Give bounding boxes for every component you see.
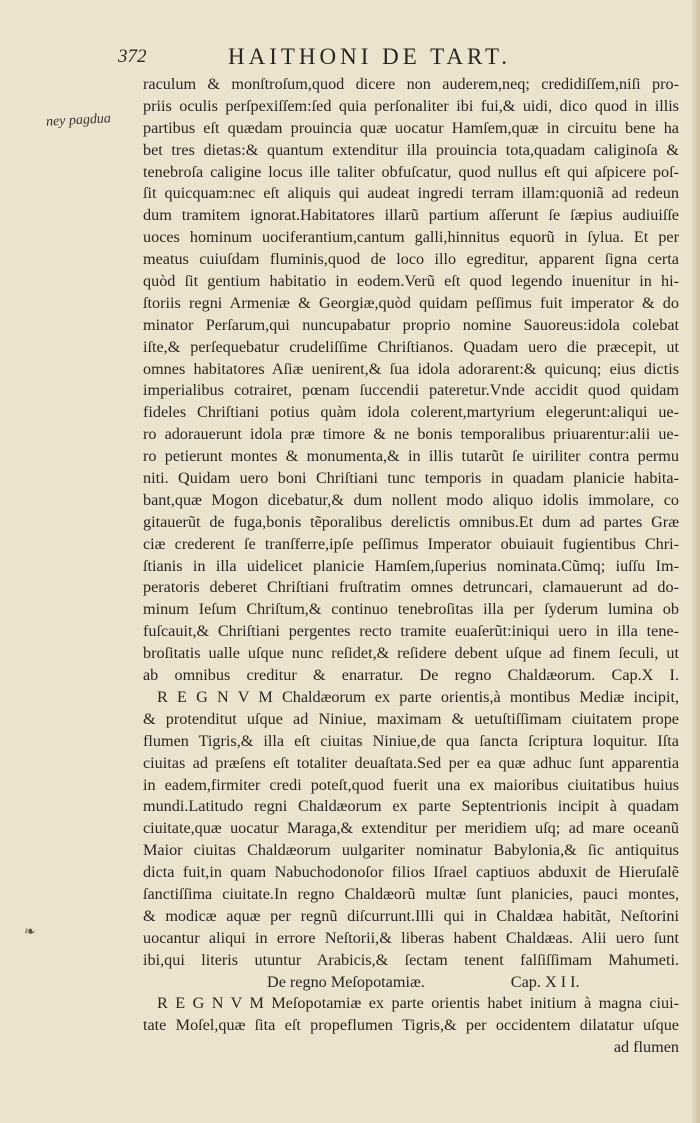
text-line: raculum & monſtroſum,quod dicere non auderem,neq; credidiſſem,niſi pro- <box>143 75 679 93</box>
handwritten-margin-note: ney pagdua <box>45 111 112 130</box>
text-line: omnes habitatores Aſiæ uenirent,& ſua idola adorarent:& quicunq; eius dictis <box>143 359 679 378</box>
chapter-number: Cap. X I I. <box>510 972 580 991</box>
page-number: 372 <box>118 46 147 67</box>
text-line: ro adorauerunt idola præ timore & ne bonis temporalibus priuarentur:alii ue- <box>143 425 679 444</box>
text-line: R E G N V M Chaldæorum ex parte orientis,à montibus Mediæ incipit, <box>157 687 679 706</box>
text-line: & modicæ aquæ per regnũ diſcurrunt.Illi qui in Chaldæa habitãt, Neſtorini <box>143 906 679 925</box>
margin-ornament: ❧ <box>24 925 36 940</box>
text-line: imperialibus cotrairet, pœnam ſuccendii pateretur.Vnde accidit quod quidam <box>143 381 679 400</box>
text-line: tenebroſa caligine locus ille taliter obfuſcatur, quod nullus eſt qui aſpicere poſ- <box>143 162 679 181</box>
text-line: ſtoriis regni Armeniæ & Georgiæ,quòd quidam peſſimus fuit imperator & do <box>143 293 679 312</box>
text-line: broſitatis ualle uſque nunc reſidet,& reſidere debent uſque ad finem ſeculi, ut <box>143 644 679 663</box>
text-line: in eadem,firmiter credi poteſt,quod fuerit una ex maioribus ciuitatibus huius <box>143 775 679 794</box>
body-text <box>143 74 679 1059</box>
text-line: gitauerũt de fuga,bonis tẽporalibus derelictis omnibus.Et dum ad partes Græ <box>143 512 679 531</box>
text-line: & protenditut uſque ad Niniue, maximam & uetuſtiſſimam ciuitatem prope <box>143 709 679 728</box>
chapter-heading-xii <box>143 972 679 994</box>
text-line: uoces hominum uociferantium,cantum galli,hinnitus equorũ in ſylua. Et per <box>143 228 679 247</box>
text-line: ibi,qui literis utuntur Arabicis,& ſectam tenent falſiſſimam Mahumeti. <box>143 950 679 969</box>
text-line: peratoris deberet Chriſtiani fruſtratim omnes detruncari, clamauerunt ad do- <box>143 578 679 597</box>
text-line: minator Perſarum,qui nuncupabatur proprio nomine Sauoreus:idola colebat <box>143 315 679 334</box>
text-line: ciuitas ad præſens eſt totaliter deuaſtata.Sed per ea quæ adhuc ſunt apparentia <box>143 753 679 772</box>
text-line: iſte,& perſequebatur crudeliſſime Chriſtianos. Quadam uero die præcepit, ut <box>143 337 679 356</box>
text-line: ab omnibus creditur & enarratur. De regno Chaldæorum. Cap.X I. <box>143 666 679 685</box>
text-line: fideles Chriſtiani potius quàm idola colerent,martyrium elegerunt:aliqui ue- <box>143 403 679 422</box>
text-line: ſanctiſſima ciuitate.In regno Chaldæorũ multæ ſunt planicies, pauci montes, <box>143 884 679 903</box>
text-line: tate Moſel,quæ ſita eſt propeflumen Tigris,& per occidentem dilatatur uſque <box>143 1016 679 1035</box>
chapter-title: De regno Meſopotamiæ. <box>267 972 425 991</box>
text-line: quòd ſit gentium habitatio in eodem.Verũ eſt quod legendo inuenitur in hi- <box>143 272 679 291</box>
catchword: ad flumen <box>613 1038 679 1057</box>
text-line: minum Ieſum Chriſtum,& continuo tenebroſitas illa per ſyderum lumina ob <box>143 600 679 619</box>
text-line: uocantur aliqui in errore Neſtorii,& liberas habent Chaldæas. Alii uero ſunt <box>143 928 679 947</box>
text-line: ciæ crederent ſe tranſferre,ipſe peſſimus Imperator obuiauit fugientibus Chri- <box>143 534 679 553</box>
text-line: priis oculis perſpexiſſem:ſed quia perſonaliter ibi fui,& uidi, dico quod in illis <box>143 96 679 115</box>
running-head: HAITHONI DE TART. <box>228 44 512 69</box>
text-line: R E G N V M Meſopotamiæ ex parte orientis habet initium à magna ciui- <box>157 994 679 1013</box>
text-line: ro petierunt montes & monumenta,& in illis tutarũt ſe uiriliter contra permu <box>143 447 679 466</box>
text-line: niti. Quidam uero boni Chriſtiani tunc temporis in quadam planicie habita- <box>143 469 679 488</box>
text-line: ſit quicquam:nec eſt aliquis qui audeat ingredi terram illam:quoniã ad redeun <box>143 184 679 203</box>
text-line: ſtianis in illa uidelicet planicie Hamſem,ſuperius nominata.Cũmq; iuſſu Im- <box>143 556 679 575</box>
page-edge <box>692 0 700 1123</box>
text-line: bant,quæ Mogon dicebatur,& dum nollent modo aliquo idolis immolare, co <box>143 490 679 509</box>
text-line: flumen Tigris,& illa eſt ciuitas Niniue,de qua ſancta ſcriptura loquitur. Iſta <box>143 731 679 750</box>
text-line: partibus eſt quædam prouincia quæ uocatur Hamſem,quæ in circuitu bene ha <box>143 118 679 137</box>
text-line: Maior ciuitas Chaldæorum uulgariter nominatur Babylonia,& ſic antiquitus <box>143 841 679 860</box>
text-line: fuſcauit,& Chriſtiani pergentes recto tramite euaſerũt:iniqui uero in illa tene- <box>143 622 679 641</box>
text-line: dum tramitem ignorat.Habitatores illarũ partium aſſerunt ſe ſæpius audiuiſſe <box>143 206 679 225</box>
page-header <box>118 44 678 74</box>
text-line: ciuitate,quæ uocatur Maraga,& extenditur per meridiem uſq; ad mare oceanũ <box>143 819 679 838</box>
text-line: dicta fuit,in quam Nabuchodonoſor filios Iſrael captiuos abduxit de Hieruſalẽ <box>143 863 679 882</box>
text-line: bet tres dietas:& quantum extenditur illa prouincia tota,quadam caliginoſa & <box>143 140 679 159</box>
text-line: meatus cuiuſdam fluminis,quod de loco illo egreditur, apparent ſigna certa <box>143 250 679 269</box>
text-line: mundi.Latitudo regni Chaldæorum ex parte Septentrionis incipit à quadam <box>143 797 679 816</box>
